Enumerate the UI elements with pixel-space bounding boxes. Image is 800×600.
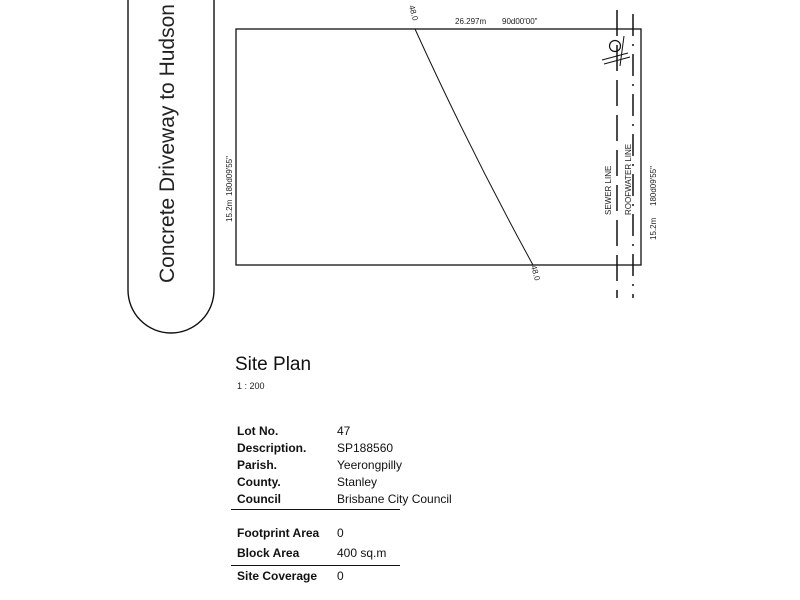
arc-top-label: 48.0 — [407, 4, 420, 22]
detail-value: Stanley — [337, 475, 378, 489]
right-dimension: 15.2m — [649, 217, 658, 240]
driveway-label: Concrete Driveway to Hudson — [156, 4, 179, 283]
scale-label: 1 : 200 — [237, 381, 265, 391]
block-label: Block Area — [237, 546, 300, 560]
top-bearing: 90d00'00" — [502, 17, 538, 26]
right-bearing: 180d09'55" — [649, 166, 658, 206]
detail-value: 47 — [337, 424, 351, 438]
detail-label: Description. — [237, 441, 307, 455]
detail-label: Council — [237, 492, 281, 506]
coverage-label: Site Coverage — [237, 569, 318, 583]
detail-label: Lot No. — [237, 424, 279, 438]
detail-value: SP188560 — [337, 441, 394, 455]
detail-label: Parish. — [237, 458, 278, 472]
boundary-arc — [415, 29, 533, 265]
detail-value: Brisbane City Council — [337, 492, 452, 506]
left-bearing: 180d09'55" — [225, 156, 234, 196]
top-dimension: 26.297m — [455, 17, 487, 26]
divider-line — [231, 509, 400, 510]
roofwater-label: ROOFWATER LINE — [624, 143, 633, 215]
arc-bottom-label: 48.0 — [529, 264, 542, 282]
site-plan-title: Site Plan — [235, 354, 312, 375]
detail-value: Yeerongpilly — [337, 458, 402, 472]
divider-line — [231, 565, 400, 566]
manhole-symbol — [602, 36, 630, 66]
footprint-value: 0 — [337, 526, 344, 540]
sewer-label: SEWER LINE — [604, 165, 613, 215]
left-dimension: 15.2m — [225, 199, 234, 222]
footprint-label: Footprint Area — [237, 526, 320, 540]
detail-label: County. — [237, 475, 281, 489]
block-value: 400 sq.m — [337, 546, 387, 560]
lot-boundary — [236, 29, 641, 265]
coverage-value: 0 — [337, 569, 344, 583]
